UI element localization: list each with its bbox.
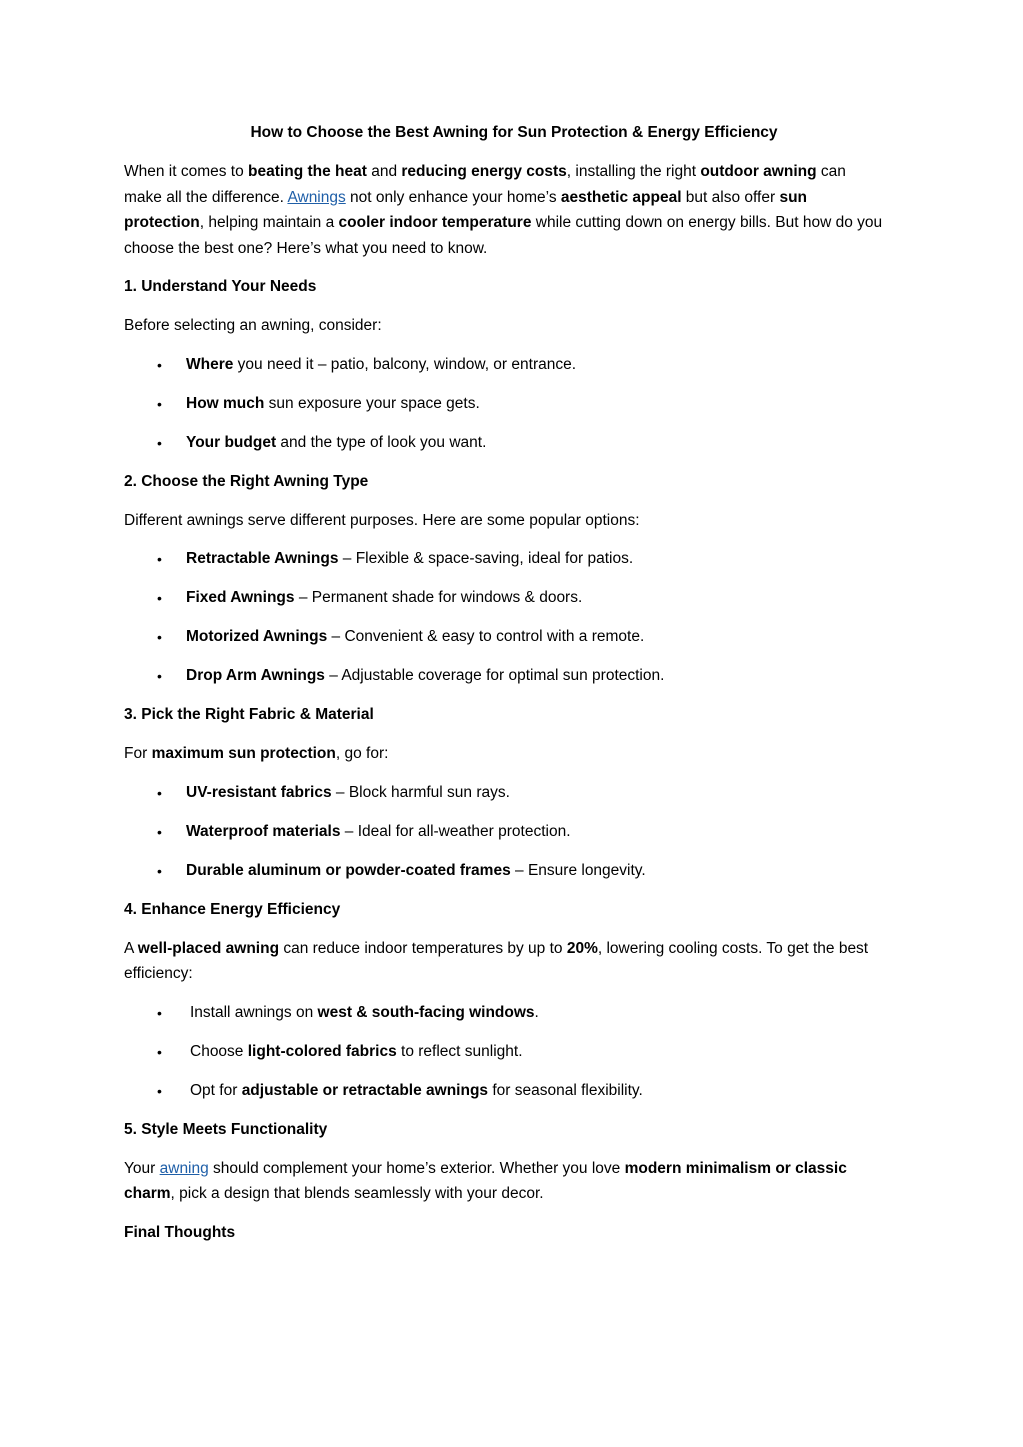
list-item — [124, 780, 886, 806]
list-item — [124, 819, 886, 845]
item-bold: Motorized Awnings — [186, 628, 328, 645]
section-heading-final: Final Thoughts — [124, 1223, 236, 1241]
document-title: How to Choose the Best Awning for Sun Protection & Energy Efficiency — [250, 124, 778, 141]
section-heading-style: 5. Style Meets Functionality — [124, 1120, 328, 1138]
intro-bold: aesthetic appeal — [560, 188, 682, 206]
list-item — [124, 352, 886, 378]
item-text: – Permanent shade for windows & doors. — [294, 589, 583, 606]
bullet-icon: • — [157, 590, 162, 606]
section-heading-efficiency: 4. Enhance Energy Efficiency — [124, 900, 341, 918]
efficiency-list — [124, 1000, 886, 1104]
intro-text: and — [366, 163, 402, 180]
lead-text: , lowering cooling costs. To get the best efficiency: — [124, 939, 869, 982]
intro-text: can make all the difference. — [124, 163, 846, 206]
awning-link[interactable]: awning — [159, 1159, 209, 1177]
item-text: you need it – patio, balcony, window, or entrance. — [233, 355, 577, 373]
bullet-icon: • — [157, 1004, 162, 1021]
section-heading-fabric: 3. Pick the Right Fabric & Material — [124, 706, 374, 723]
bullet-icon: • — [157, 395, 162, 412]
bullet-icon: • — [157, 1082, 162, 1099]
bullet-icon: • — [157, 434, 162, 451]
section-lead — [124, 741, 886, 767]
intro-text: When it comes to — [124, 163, 249, 180]
item-bold: Retractable Awnings — [186, 550, 339, 567]
fabric-list — [124, 780, 886, 884]
item-bold: How much — [186, 394, 265, 412]
bullet-icon: • — [157, 551, 162, 567]
document-page — [124, 120, 886, 1259]
item-bold: Durable aluminum or powder-coated frames — [186, 861, 511, 879]
list-item — [124, 546, 886, 572]
intro-text: while cutting down on energy bills. But how do you choose the best one? Here’s what you need to know. — [124, 214, 883, 257]
style-text: should complement your home’s exterior. Whether you love — [208, 1159, 625, 1177]
list-item — [124, 1078, 886, 1104]
lead-text: , go for: — [335, 745, 389, 762]
style-text: , pick a design that blends seamlessly with your decor. — [170, 1185, 544, 1202]
item-text: Opt for — [190, 1081, 242, 1099]
style-bold: modern minimalism or classic charm — [124, 1159, 847, 1202]
lead-text: can reduce indoor temperatures by up to — [279, 939, 567, 957]
item-bold: UV-resistant fabrics — [186, 783, 332, 801]
lead-text: For — [124, 745, 152, 762]
item-text: to reflect sunlight. — [396, 1042, 523, 1060]
item-text: – Convenient & easy to control with a remote. — [327, 628, 645, 645]
item-bold: Drop Arm Awnings — [186, 667, 325, 684]
bullet-icon: • — [157, 668, 162, 684]
item-bold: light-colored fabrics — [247, 1042, 397, 1060]
intro-text: , installing the right — [566, 163, 701, 180]
intro-text: but also offer — [681, 188, 780, 206]
section-lead — [124, 936, 886, 987]
lead-bold: 20% — [566, 939, 598, 957]
section-lead: Before selecting an awning, consider: — [124, 317, 382, 334]
list-item — [124, 858, 886, 884]
item-text: . — [534, 1003, 539, 1021]
list-item — [124, 585, 886, 611]
item-text: sun exposure your space gets. — [264, 394, 480, 412]
item-text: – Ideal for all-weather protection. — [340, 822, 571, 840]
lead-bold: well-placed awning — [137, 939, 280, 957]
section-heading-type: 2. Choose the Right Awning Type — [124, 472, 369, 490]
item-bold: Your budget — [186, 433, 277, 451]
list-item — [124, 1039, 886, 1065]
item-bold: Fixed Awnings — [186, 589, 295, 606]
intro-bold: beating the heat — [248, 163, 367, 180]
intro-bold: reducing energy costs — [401, 163, 567, 180]
style-text: Your — [124, 1159, 160, 1177]
list-item — [124, 430, 886, 456]
awnings-link[interactable]: Awnings — [287, 188, 346, 206]
item-text: Install awnings on — [190, 1003, 318, 1021]
list-item — [124, 624, 886, 650]
intro-bold: outdoor awning — [700, 163, 817, 180]
item-text: – Flexible & space-saving, ideal for patios. — [338, 550, 634, 567]
style-paragraph — [124, 1156, 886, 1207]
item-text: – Block harmful sun rays. — [331, 783, 510, 801]
bullet-icon: • — [157, 1043, 162, 1060]
bullet-icon: • — [157, 784, 162, 801]
item-bold: Waterproof materials — [186, 822, 341, 840]
bullet-icon: • — [157, 356, 162, 373]
needs-list — [124, 352, 886, 456]
item-text: Choose — [190, 1042, 248, 1060]
section-heading-needs: 1. Understand Your Needs — [124, 278, 317, 295]
bullet-icon: • — [157, 629, 162, 645]
intro-paragraph — [124, 159, 886, 261]
item-bold: west & south-facing windows — [317, 1003, 535, 1021]
list-item — [124, 391, 886, 417]
item-text: and the type of look you want. — [276, 433, 487, 451]
intro-bold: cooler indoor temperature — [338, 214, 532, 231]
section-lead: Different awnings serve different purposes. Here are some popular options: — [124, 511, 640, 529]
awning-types-list — [124, 546, 886, 689]
list-item — [124, 663, 886, 689]
intro-bold: sun protection — [124, 188, 808, 231]
item-text: for seasonal flexibility. — [488, 1081, 643, 1099]
item-bold: Where — [186, 355, 234, 373]
item-text: – Ensure longevity. — [510, 861, 646, 879]
lead-bold: maximum sun protection — [151, 745, 336, 762]
lead-text: A — [124, 939, 138, 957]
item-text: – Adjustable coverage for optimal sun protection. — [324, 667, 665, 684]
item-bold: adjustable or retractable awnings — [241, 1081, 489, 1099]
list-item — [124, 1000, 886, 1026]
bullet-icon: • — [157, 862, 162, 879]
bullet-icon: • — [157, 823, 162, 840]
intro-text: , helping maintain a — [199, 214, 339, 231]
intro-text: not only enhance your home’s — [345, 188, 561, 206]
